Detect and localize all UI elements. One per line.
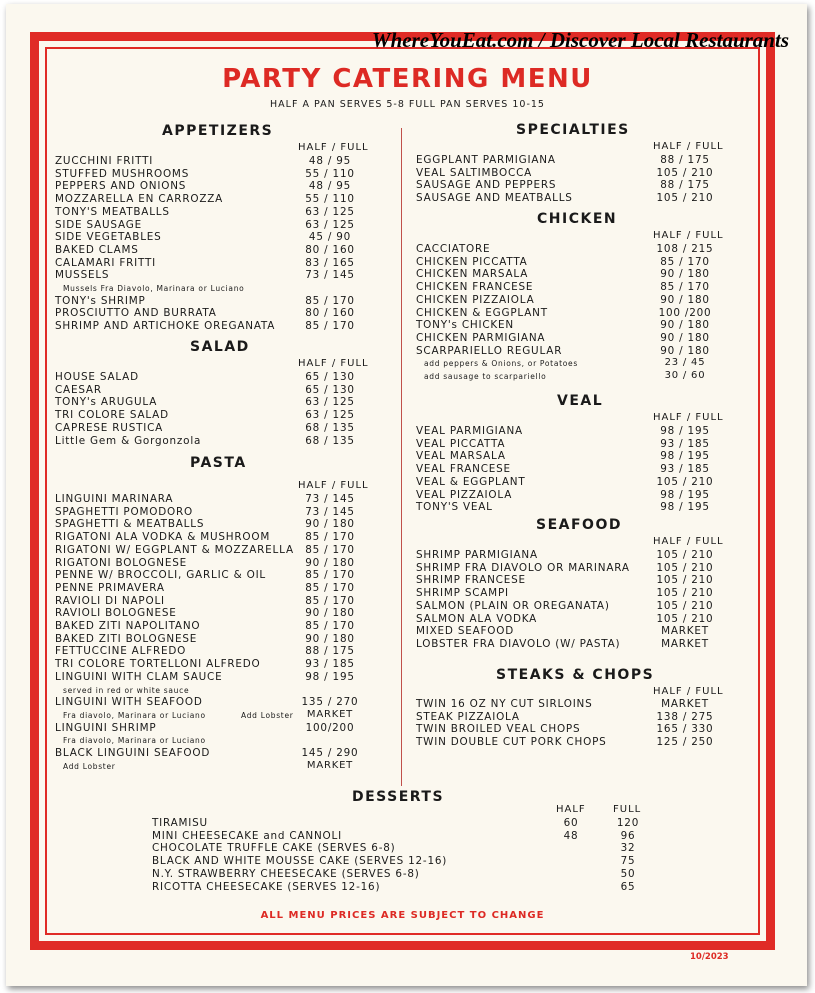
menu-item-name: CHICKEN FRANCESE: [416, 281, 534, 294]
menu-item-name: FETTUCCINE ALFREDO: [55, 645, 187, 658]
section-title-steaks: STEAKS & CHOPS: [496, 667, 655, 683]
menu-item-price: 85 / 170: [660, 255, 710, 268]
menu-item-name: LINGUINI MARINARA: [55, 493, 174, 505]
menu-item: [55, 696, 395, 709]
menu-item-price: 55 / 110: [305, 193, 355, 206]
menu-item: [416, 256, 756, 269]
menu-item: [55, 645, 395, 658]
menu-item-name: TONY's CHICKEN: [416, 319, 514, 332]
menu-item-name: RIGATONI BOLOGNESE: [55, 556, 187, 569]
menu-item-name: TWIN 16 OZ NY CUT SIRLOINS: [416, 698, 593, 710]
menu-item-name: TRI COLORE SALAD: [55, 409, 169, 422]
menu-item: [55, 747, 395, 760]
menu-item: [55, 269, 395, 282]
menu-item-name: RIGATONI ALA VODKA & MUSHROOM: [55, 531, 271, 544]
menu-item-name: VEAL & EGGPLANT: [416, 475, 526, 488]
menu-item-price: 65 / 130: [305, 383, 355, 396]
menu-item: [416, 501, 756, 514]
menu-item: [416, 319, 756, 332]
dessert-item: [152, 868, 672, 881]
menu-item-price: 125 / 250: [656, 736, 714, 749]
menu-item-name: RAVIOLI DI NAPOLI: [55, 594, 165, 607]
menu-item-name: SPAGHETTI POMODORO: [55, 505, 193, 518]
menu-item-price: 85 / 170: [305, 569, 355, 582]
menu-item-price: 30 / 60: [664, 370, 706, 381]
dessert-item: [152, 830, 672, 843]
menu-item-name: SHRIMP FRA DIAVOLO OR MARINARA: [416, 561, 630, 574]
menu-item-price: MARKET: [306, 759, 354, 771]
menu-item: [416, 625, 756, 638]
menu-item-price: 105 / 210: [656, 549, 714, 561]
menu-item-price: MARKET: [306, 708, 354, 720]
menu-item: [416, 268, 756, 281]
menu-item-name: BAKED ZITI BOLOGNESE: [55, 632, 198, 645]
price-header: HALF / FULL: [298, 358, 369, 369]
menu-item-name: LINGUINI SHRIMP: [55, 721, 157, 734]
menu-item: [416, 167, 756, 180]
menu-item: [416, 711, 756, 724]
menu-item-name: SHRIMP FRANCESE: [416, 574, 526, 587]
menu-item-price: 63 / 125: [305, 205, 355, 218]
menu-item-name: VEAL PICCATTA: [416, 437, 506, 450]
dessert-name: N.Y. STRAWBERRY CHEESECAKE (SERVES 6-8): [152, 867, 420, 880]
menu-item-price: 98 / 195: [660, 501, 710, 514]
menu-item: [55, 595, 395, 608]
page-subtitle: HALF A PAN SERVES 5-8 FULL PAN SERVES 10-15: [270, 99, 545, 110]
menu-item-price: MARKET: [661, 698, 709, 710]
section-title-desserts: DESSERTS: [352, 789, 445, 805]
price-header: HALF / FULL: [298, 142, 369, 153]
dessert-full-price: 32: [620, 842, 636, 855]
menu-item-price: 138 / 275: [656, 710, 714, 723]
menu-item: [416, 549, 756, 562]
menu-item: [63, 734, 403, 747]
menu-item-name: Fra diavolo, Marinara or Luciano: [63, 710, 206, 720]
menu-item: [416, 600, 756, 613]
menu-item-name: SHRIMP PARMIGIANA: [416, 549, 538, 561]
menu-item: [55, 518, 395, 531]
section-title-seafood: SEAFOOD: [536, 517, 622, 533]
dessert-full-price: 50: [620, 867, 636, 880]
menu-item: [55, 722, 395, 735]
dessert-full-price: 96: [620, 829, 636, 842]
menu-item: [63, 760, 403, 773]
menu-item-price: 85 / 170: [305, 620, 355, 632]
menu-item-name: CHICKEN MARSALA: [416, 268, 529, 281]
dessert-name: BLACK AND WHITE MOUSSE CAKE (SERVES 12-16): [152, 855, 448, 868]
menu-item-price: 83 / 165: [305, 256, 355, 269]
menu-item-price: 90 / 180: [660, 268, 710, 281]
menu-item-price: MARKET: [661, 625, 709, 638]
menu-item-price: 90 / 180: [660, 331, 710, 344]
menu-item-price: 85 / 170: [305, 294, 355, 307]
menu-item: [55, 658, 395, 671]
menu-item: [55, 168, 395, 181]
menu-item: [416, 345, 756, 358]
menu-item: [416, 438, 756, 451]
menu-item-name: served in red or white sauce: [63, 685, 190, 695]
menu-item: [55, 371, 395, 384]
menu-item-price: 85 / 170: [305, 320, 355, 333]
menu-item: [55, 435, 395, 448]
menu-item-price: 90 / 180: [305, 556, 355, 569]
menu-item-name: PENNE PRIMAVERA: [55, 581, 165, 594]
menu-item: [55, 582, 395, 595]
dessert-item: [152, 842, 672, 855]
menu-item-price: 135 / 270: [301, 696, 359, 709]
menu-item-name: ZUCCHINI FRITTI: [55, 155, 154, 167]
menu-item-name: SAUSAGE AND MEATBALLS: [416, 192, 573, 205]
menu-item-price: 98 / 195: [660, 450, 710, 463]
menu-item-price: 98 / 195: [305, 670, 355, 683]
page-title: PARTY CATERING MENU: [222, 64, 593, 94]
menu-item-name: SIDE VEGETABLES: [55, 231, 162, 244]
menu-item-price: 98 / 195: [660, 488, 710, 501]
menu-item: [55, 607, 395, 620]
section-title-chicken: CHICKEN: [537, 211, 618, 227]
menu-item-name: PEPPERS AND ONIONS: [55, 180, 187, 193]
menu-item-price: 85 / 170: [305, 581, 355, 594]
menu-item: [63, 709, 403, 722]
menu-item: [416, 613, 756, 626]
menu-item-price: 105 / 210: [656, 166, 714, 179]
menu-item: [416, 294, 756, 307]
menu-item: [416, 281, 756, 294]
desserts-full-header: FULL: [613, 804, 642, 815]
menu-item-price: 63 / 125: [305, 218, 355, 231]
menu-item: [55, 506, 395, 519]
dessert-full-price: 120: [616, 817, 640, 829]
menu-item-name: BAKED CLAMS: [55, 243, 139, 256]
menu-item: [55, 206, 395, 219]
section-title-pasta: PASTA: [190, 455, 247, 471]
menu-item: [416, 489, 756, 502]
menu-item: [424, 370, 764, 383]
menu-item-price: 145 / 290: [301, 747, 359, 759]
menu-item: [55, 409, 395, 422]
menu-item-name: SHRIMP AND ARTICHOKE OREGANATA: [55, 320, 276, 333]
menu-item: [55, 257, 395, 270]
menu-item-price: 88 / 175: [660, 154, 710, 166]
menu-item: [55, 295, 395, 308]
menu-item-price: 45 / 90: [308, 231, 352, 244]
menu-item-name: CALAMARI FRITTI: [55, 256, 156, 269]
menu-item: [416, 179, 756, 192]
menu-item-price: 98 / 195: [660, 425, 710, 437]
menu-item-price: 90 / 180: [305, 518, 355, 531]
price-header: HALF / FULL: [653, 536, 724, 547]
price-header: HALF / FULL: [653, 230, 724, 241]
menu-item-price: 88 / 175: [660, 179, 710, 192]
menu-item: [55, 544, 395, 557]
menu-item-price: 90 / 180: [305, 632, 355, 645]
menu-item: [416, 243, 756, 256]
menu-item-price: 73 / 145: [305, 493, 355, 505]
menu-item-price: MARKET: [661, 637, 709, 650]
menu-item-price: 48 / 95: [308, 155, 352, 167]
menu-item-price: 105 / 210: [656, 587, 714, 600]
menu-item-name: MUSSELS: [55, 269, 110, 282]
menu-item-price: 90 / 180: [660, 344, 710, 357]
menu-item-price: 93 / 185: [660, 463, 710, 476]
menu-item: [416, 698, 756, 711]
menu-item-name: Little Gem & Gorgonzola: [55, 434, 202, 447]
menu-item-name: CHICKEN PARMIGIANA: [416, 331, 546, 344]
menu-item-price: 105 / 210: [656, 574, 714, 587]
menu-item-name: RIGATONI W/ EGGPLANT & MOZZARELLA: [55, 543, 294, 556]
menu-item: [416, 587, 756, 600]
menu-item-price: 105 / 210: [656, 475, 714, 488]
section-title-appetizers: APPETIZERS: [162, 123, 274, 139]
menu-item-name: Mussels Fra Diavolo, Marinara or Luciano: [63, 284, 245, 293]
menu-item: [416, 476, 756, 489]
menu-item-name: Fra diavolo, Marinara or Luciano: [63, 736, 206, 746]
menu-item-price: 73 / 145: [305, 269, 355, 282]
menu-item-name: TWIN BROILED VEAL CHOPS: [416, 723, 581, 736]
menu-item-name: SCARPARIELLO REGULAR: [416, 344, 563, 357]
menu-item: [55, 422, 395, 435]
menu-item: [416, 463, 756, 476]
menu-item-name: CHICKEN & EGGPLANT: [416, 306, 548, 319]
dessert-full-price: 65: [620, 880, 636, 893]
menu-item: [63, 282, 403, 295]
menu-item-price: 65 / 130: [305, 371, 355, 383]
menu-item-name: MIXED SEAFOOD: [416, 625, 515, 638]
menu-item-name: CAPRESE RUSTICA: [55, 421, 164, 434]
menu-item-name: MOZZARELLA EN CARROZZA: [55, 193, 224, 206]
menu-item-name: RAVIOLI BOLOGNESE: [55, 607, 177, 620]
menu-item-price: 63 / 125: [305, 409, 355, 422]
menu-item: [55, 307, 395, 320]
menu-item: [55, 620, 395, 633]
menu-item-price: 85 / 170: [660, 281, 710, 294]
menu-item-price: 100 /200: [658, 306, 712, 319]
menu-item-price: 105 / 210: [656, 192, 714, 205]
menu-item: [55, 193, 395, 206]
menu-item-price: 105 / 210: [656, 599, 714, 612]
price-header: HALF / FULL: [653, 686, 724, 697]
menu-item-price: 73 / 145: [305, 505, 355, 518]
menu-item-price: 68 / 135: [305, 434, 355, 447]
menu-item-name: LINGUINI WITH SEAFOOD: [55, 696, 203, 709]
menu-item: [55, 320, 395, 333]
menu-item-name: SALMON ALA VODKA: [416, 612, 538, 625]
menu-item-price: 55 / 110: [305, 167, 355, 180]
menu-item: [55, 231, 395, 244]
menu-item-name: Add Lobster: [63, 761, 116, 771]
menu-item: [416, 562, 756, 575]
menu-item-name: STEAK PIZZAIOLA: [416, 710, 520, 723]
menu-item-name: HOUSE SALAD: [55, 371, 139, 383]
menu-item-name: SPAGHETTI & MEATBALLS: [55, 518, 205, 531]
menu-item-price: 63 / 125: [305, 396, 355, 409]
menu-item: [416, 307, 756, 320]
menu-item-name: TONY's SHRIMP: [55, 294, 146, 307]
menu-item: [55, 569, 395, 582]
price-header: HALF / FULL: [653, 141, 724, 152]
dessert-full-price: 75: [620, 855, 636, 868]
menu-item-name: TONY's ARUGULA: [55, 396, 158, 409]
menu-item-name: VEAL MARSALA: [416, 450, 506, 463]
menu-item: [55, 396, 395, 409]
menu-item-price: 85 / 170: [305, 594, 355, 607]
menu-item: [55, 671, 395, 684]
menu-item-name: add peppers & Onions, or Potatoes: [424, 359, 578, 369]
menu-item: [416, 154, 756, 167]
menu-item: [55, 384, 395, 397]
menu-item-name: TONY'S VEAL: [416, 501, 493, 514]
menu-item-price: 90 / 180: [660, 293, 710, 306]
menu-item: [55, 557, 395, 570]
menu-item-name: TRI COLORE TORTELLONI ALFREDO: [55, 658, 261, 671]
price-notice: ALL MENU PRICES ARE SUBJECT TO CHANGE: [260, 910, 545, 921]
dessert-name: TIRAMISU: [152, 817, 208, 829]
menu-item-price: 90 / 180: [660, 319, 710, 332]
menu-item-name: CACCIATORE: [416, 243, 491, 255]
menu-item: [55, 180, 395, 193]
menu-item: [55, 244, 395, 257]
menu-item: [55, 633, 395, 646]
menu-item-price: 100/200: [305, 721, 355, 734]
section-title-salad: SALAD: [190, 339, 250, 355]
menu-item-name: CHICKEN PIZZAIOLA: [416, 293, 535, 306]
menu-item-name: CAESAR: [55, 383, 102, 396]
menu-item-name: LOBSTER FRA DIAVOLO (W/ PASTA): [416, 637, 621, 650]
menu-item-name: SALMON (PLAIN OR OREGANATA): [416, 599, 610, 612]
section-title-veal: VEAL: [557, 393, 604, 409]
menu-item: [416, 574, 756, 587]
menu-item-price: 105 / 210: [656, 612, 714, 625]
menu-item-price: 93 / 185: [305, 658, 355, 671]
desserts-half-header: HALF: [556, 804, 586, 815]
menu-item-name: TWIN DOUBLE CUT PORK CHOPS: [416, 736, 607, 749]
menu-item: [55, 219, 395, 232]
menu-item-name: TONY'S MEATBALLS: [55, 205, 170, 218]
menu-item-price: 48 / 95: [308, 180, 352, 193]
dessert-item: [152, 855, 672, 868]
dessert-item: [152, 817, 672, 830]
menu-item: [55, 155, 395, 168]
menu-item-name: PROSCIUTTO AND BURRATA: [55, 307, 217, 320]
menu-item-name: PENNE W/ BROCCOLI, GARLIC & OIL: [55, 569, 267, 582]
menu-item-price: 165 / 330: [656, 723, 714, 736]
menu-item: [416, 332, 756, 345]
menu-item-price: 23 / 45: [664, 357, 706, 369]
menu-item-name: VEAL PARMIGIANA: [416, 425, 523, 437]
menu-item: [63, 684, 403, 697]
menu-item-price: 80 / 160: [305, 307, 355, 320]
watermark: WhereYouEat.com / Discover Local Restaurants: [371, 28, 789, 52]
menu-item-price: 80 / 160: [305, 243, 355, 256]
menu-item-price: 88 / 175: [305, 645, 355, 658]
menu-item-price: 68 / 135: [305, 421, 355, 434]
menu-item: [416, 736, 756, 749]
menu-item-name: add sausage to scarpariello: [424, 372, 547, 381]
menu-item-price: 93 / 185: [660, 437, 710, 450]
menu-item: [416, 723, 756, 736]
menu-item-note: Add Lobster: [241, 710, 294, 720]
menu-item-name: SAUSAGE AND PEPPERS: [416, 179, 557, 192]
menu-item: [55, 531, 395, 544]
menu-item: [55, 493, 395, 506]
dessert-item: [152, 881, 672, 894]
section-title-specialties: SPECIALTIES: [516, 122, 630, 138]
menu-date: 10/2023: [690, 952, 729, 962]
menu-item-price: 85 / 170: [305, 543, 355, 556]
menu-item: [424, 357, 764, 370]
menu-item: [416, 425, 756, 438]
dessert-name: CHOCOLATE TRUFFLE CAKE (SERVES 6-8): [152, 842, 396, 855]
menu-item-name: STUFFED MUSHROOMS: [55, 167, 190, 180]
dessert-name: RICOTTA CHEESECAKE (SERVES 12-16): [152, 880, 381, 893]
menu-item-name: BAKED ZITI NAPOLITANO: [55, 620, 201, 632]
menu-item: [416, 192, 756, 205]
menu-item: [416, 638, 756, 651]
price-header: HALF / FULL: [653, 412, 724, 423]
menu-item: [416, 450, 756, 463]
menu-item-name: CHICKEN PICCATTA: [416, 255, 528, 268]
menu-item-name: SHRIMP SCAMPI: [416, 587, 509, 600]
menu-item-name: BLACK LINGUINI SEAFOOD: [55, 747, 211, 759]
menu-item-price: 105 / 210: [656, 561, 714, 574]
menu-item-name: LINGUINI WITH CLAM SAUCE: [55, 670, 223, 683]
menu-item-name: VEAL FRANCESE: [416, 463, 511, 476]
menu-item-name: VEAL SALTIMBOCCA: [416, 166, 533, 179]
menu-item-price: 85 / 170: [305, 531, 355, 544]
dessert-half-price: 48: [563, 829, 579, 842]
dessert-half-price: 60: [563, 817, 579, 829]
menu-item-name: VEAL PIZZAIOLA: [416, 488, 513, 501]
dessert-name: MINI CHEESECAKE and CANNOLI: [152, 829, 342, 842]
menu-item-price: 108 / 215: [656, 243, 714, 255]
menu-item-price: 90 / 180: [305, 607, 355, 620]
menu-item-name: SIDE SAUSAGE: [55, 218, 142, 231]
price-header: HALF / FULL: [298, 480, 369, 491]
menu-item-name: EGGPLANT PARMIGIANA: [416, 154, 556, 166]
